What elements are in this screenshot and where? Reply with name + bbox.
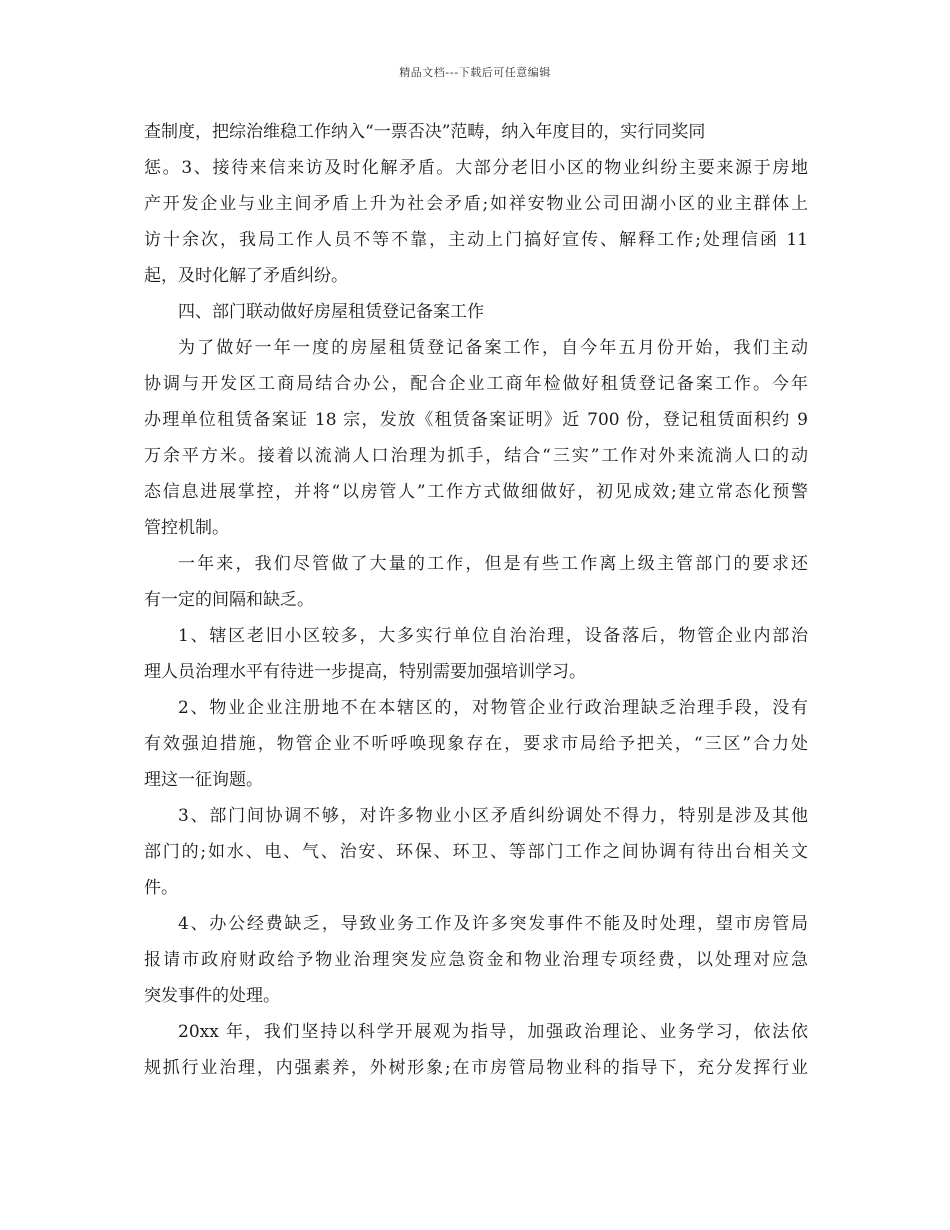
text-line: 4、办公经费缺乏，导致业务工作及许多突发事件不能及时处理，望市房管局 <box>178 914 808 934</box>
text-line: 有一定的间隔和缺乏。 <box>144 590 314 610</box>
text-line: 3、部门间协调不够，对许多物业小区矛盾纠纷调处不得力，特别是涉及其他 <box>178 806 808 826</box>
text-line: 为了做好一年一度的房屋租赁登记备案工作，自今年五月份开始，我们主动 <box>178 338 808 358</box>
document-body <box>144 114 808 1086</box>
text-line: 协调与开发区工商局结合办公，配合企业工商年检做好租赁登记备案工作。今年 <box>144 374 808 394</box>
text-line: 管控机制。 <box>144 518 229 538</box>
text-line: 理人员治理水平有待进一步提高，特别需要加强培训学习。 <box>144 662 586 682</box>
text-line: 1、辖区老旧小区较多，大多实行单位自治治理，设备落后，物管企业内部治 <box>178 626 808 646</box>
text-line: 惩。3、接待来信来访及时化解矛盾。大部分老旧小区的物业纠纷主要来源于房地 <box>144 158 808 178</box>
text-line: 起，及时化解了矛盾纠纷。 <box>144 266 348 286</box>
text-line: 规抓行业治理，内强素养，外树形象;在市房管局物业科的指导下，充分发挥行业 <box>144 1058 808 1078</box>
text-line: 万余平方米。接着以流淌人口治理为抓手，结合“三实”工作对外来流淌人口的动 <box>144 446 808 466</box>
text-line: 报请市政府财政给予物业治理突发应急资金和物业治理专项经费，以处理对应急 <box>144 950 808 970</box>
page-header: 精品文档---下载后可任意编辑 <box>399 66 551 79</box>
text-line: 办理单位租赁备案证 18 宗，发放《租赁备案证明》近 700 份，登记租赁面积约 9 <box>144 410 808 430</box>
text-line: 一年来，我们尽管做了大量的工作，但是有些工作离上级主管部门的要求还 <box>178 554 808 574</box>
text-line: 有效强迫措施，物管企业不听呼唤现象存在，要求市局给予把关，“三区”合力处 <box>144 734 808 754</box>
text-line: 部门的;如水、电、气、治安、环保、环卫、等部门工作之间协调有待出台相关文 <box>144 842 808 862</box>
text-line: 访十余次，我局工作人员不等不靠，主动上门搞好宣传、解释工作;处理信函 11 <box>144 230 808 250</box>
text-line: 20xx 年，我们坚持以科学开展观为指导，加强政治理论、业务学习，依法依 <box>178 1022 808 1042</box>
text-line: 理这一征询题。 <box>144 770 263 790</box>
text-line: 态信息进展掌控，并将“以房管人”工作方式做细做好，初见成效;建立常态化预警 <box>144 482 808 502</box>
text-line: 突发事件的处理。 <box>144 986 280 1006</box>
text-line: 产开发企业与业主间矛盾上升为社会矛盾;如祥安物业公司田湖小区的业主群体上 <box>144 194 808 214</box>
text-line: 四、部门联动做好房屋租赁登记备案工作 <box>178 302 484 322</box>
text-line: 件。 <box>144 878 178 898</box>
text-line: 查制度，把综治维稳工作纳入“一票否决”范畴，纳入年度目的，实行同奖同 <box>144 122 706 142</box>
text-line: 2、物业企业注册地不在本辖区的，对物管企业行政治理缺乏治理手段，没有 <box>178 698 808 718</box>
